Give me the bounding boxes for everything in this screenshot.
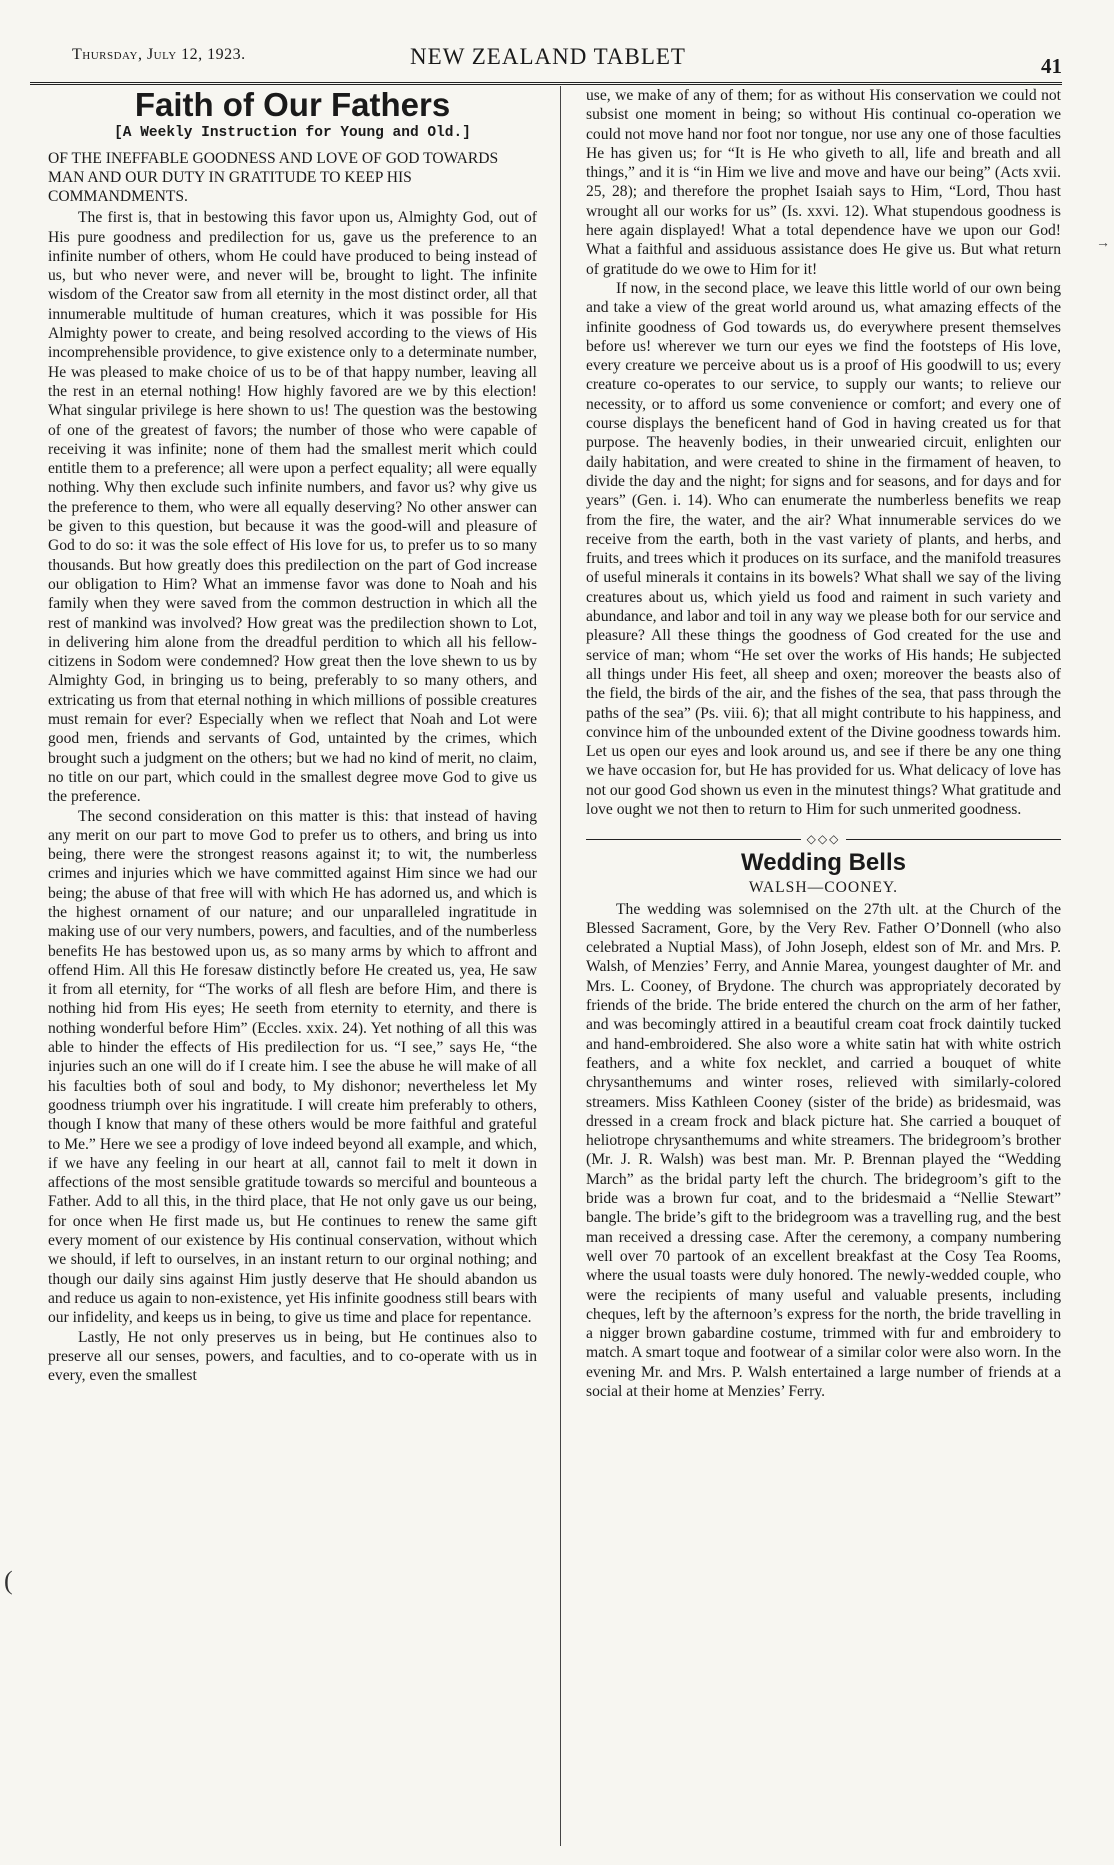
right-margin-tick: → (1096, 236, 1110, 251)
page-number: 41 (1041, 54, 1062, 78)
article-paragraph-5: If now, in the second place, we leave this little world of our own being and take a view of the great world around us, what amazing effects of the infinite goodness of God towards us, do everywhere present themselves before us! wherever we turn our eyes we find the footsteps of His love, every creature we perceive about us is a proof of His goodwill to us; every creature co-operates to our service, to supply our wants; to relieve our necessity, or to afford us some convenience or comfort; and every one of course displays the beneficent hand of God in having created us for that purpose. The heavenly bodies, in their unwearied circuit, enlighten our daily habitation, and were created to shine in the firmament of heaven, to divide the day and the night; for signs and for seasons, and for days and for years” (Gen. i. 14). Who can enumerate the numberless benefits we reap from the fire, the water, and the air? What innumerable services do we receive from the earth, both in the vast variety of plants, and herbs, and fruits, and trees which it produces on its surface, and the manifold treasures of useful minerals it contains in its bowels? What shall we say of the living creatures about us, which yield us food and raiment in such variety and abundance, and labor and toil in any way we please both for our service and pleasure? All these things the goodness of God created for the use and service of man; whom “He set over the works of His hands; He subjected all things under His feet, all sheep and oxen; moreover the beasts also of the field, the birds of the air, and the fishes of the sea, that pass through the paths of the sea” (Ps. viii. 6); that all might contribute to his happiness, and convince him of the unbounded extent of the Divine goodness towards him. Let us open our eyes and look around us, and see if there be any one thing we have occasion for, but He has provided for us. What delicacy of love has not our good God shown us even in the minutest things? What gratitude and love ought we not then to return to Him for such unmerited goodness. (586, 279, 1061, 818)
article-title: Faith of Our Fathers (134, 86, 451, 123)
left-margin-bracket: ( (4, 1566, 13, 1595)
masthead-date: Thursday, July 12, 1923. (72, 46, 246, 63)
wedding-title: Wedding Bells (741, 849, 906, 877)
masthead-title: NEW ZEALAND TABLET (410, 44, 686, 69)
article-paragraph-3: Lastly, He not only preserves us in being, but He continues also to preserve all our senses, powers, and faculties, and to co-operate with us in every, even the smallest (48, 1328, 537, 1385)
left-column (48, 86, 537, 1385)
wedding-names: WALSH—COONEY. (748, 879, 899, 897)
masthead-rule (30, 82, 1062, 85)
wedding-ornament: ◇◇◇ (801, 832, 847, 846)
masthead (34, 38, 1062, 78)
right-column (586, 86, 1061, 1401)
article-paragraph-4: use, we make of any of them; for as without His conservation we could not subsist one moment in being; so without His continual co-operation we could not move hand nor foot nor tongue, nor use any one of those faculties He has given us; for “It is He who giveth to all, life and breath and all things,” and it is “in Him we live and move and have our being” (Acts xvii. 25, 28); and therefore the prophet Isaiah says to Him, “Lord, Thou hast wrought all our works for us” (Is. xxvi. 12). What stupendous goodness is here again displayed! What a total dependence have we upon our God! What a faithful and assiduous assistance does He give us. But what return of gratitude do we owe to Him for it! (586, 87, 1061, 278)
column-divider (560, 86, 561, 1846)
wedding-ornament-rule (586, 832, 1061, 847)
article-paragraph-2: The second consideration on this matter is this: that instead of having any merit on our part to move God to prefer us to others, and bring us into being, there were the strongest reasons against it; to wit, the numberless crimes and injuries which we have committed against Him since we had our being; the abuse of that free will with which He has adorned us, and which is the highest ornament of our nature; and our unparalleled ingratitude in making use of our very numbers, powers, and faculties, and of the numberless benefits He has bestowed upon us, as so many arms by which to affront and offend Him. All this He foresaw distinctly before He created us, yea, He saw it from all eternity, for “The works of all flesh are before Him, and there is nothing hid from His eyes; He seeth from eternity to eternity, and there is nothing wonderful before Him” (Eccles. xxix. 24). Yet nothing of all this was able to hinder the effects of His predilection for us. “I see,” says He, “the injuries such an one will do if I create him. I see the abuse he will make of all his faculties both of soul and body, to My dishonor; nevertheless let My goodness triumph over his ingratitude. I will create him preferably to others, though I know that many of these others would be more faithful and grateful to Me.” Here we see a prodigy of love indeed beyond all example, and which, if we have any feeling in our heart at all, cannot fail to melt it down in affections of the most sensible gratitude towards so merciful and bounteous a Father. Add to all this, in the third place, that He not only gave us our being, for once when He first made us, but He continues to renew the same gift every moment of our existence by His continual conservation, without which we should, if left to ourselves, in an instant return to our orginal nothing; and though our daily sins against Him justly deserve that He should abandon us and reduce us again to non-existence, yet His infinite goodness still bears with our infidelity, and keeps us in being, to give us time and place for repentance. (48, 807, 537, 1327)
wedding-paragraph: The wedding was solemnised on the 27th ult. at the Church of the Blessed Sacrament, Gore, by the Very Rev. Father O’Donnell (who also celebrated a Nuptial Mass), of John Joseph, eldest son of Mr. and Mrs. P. Walsh, of Menzies’ Ferry, and Annie Marea, youngest daughter of Mr. and Mrs. L. Cooney, of Brydone. The church was appropriately decorated by friends of the bride. The bride entered the church on the arm of her father, and was becomingly attired in a beautiful cream coat frock daintily tucked and hand-embroidered. She also wore a white satin hat with white ostrich feathers, and a white fox necklet, and carried a bouquet of white chrysanthemums and winter roses, relieved with similarly-colored streamers. Miss Kathleen Cooney (sister of the bride) as bridesmaid, was dressed in a cream frock and black picture hat. She carried a bouquet of heliotrope chrysanthemums and white streamers. The bridegroom’s brother (Mr. J. R. Walsh) was best man. Mr. P. Brennan played the “Wedding March” as the bridal party left the church. The bridegroom’s gift to the bride was a brown fur coat, and to the bridesmaid a “Nellie Stewart” bangle. The bride’s gift to the bridegroom was a travelling rug, and the best man received a dressing case. After the ceremony, a company numbering well over 70 partook of an excellent breakfast at the Cosy Tea Rooms, where the usual toasts were duly honored. The newly-wedded couple, who were the recipients of many useful and valuable presents, including cheques, left by the afternoon’s express for the north, the bride travelling in a nigger brown gabardine costume, trimmed with fur and embroidery to match. A smart toque and footwear of a similar color were also worn. In the evening Mr. and Mrs. P. Walsh entertained a large number of friends at a social at their home at Menzies’ Ferry. (586, 900, 1061, 1400)
article-paragraph-1: The first is, that in bestowing this favor upon us, Almighty God, out of His pure goodness and predilection for us, gave us the preference to an infinite number of others, whom He could have produced to being instead of us, but who never were, and never will be, brought to light. The infinite wisdom of the Creator saw from all eternity in the most distinct order, all that innumerable multitude of human creatures, which it was possible for His Almighty power to create, and being resolved according to the views of His incomprehensible providence, to give existence only to a determinate number, He was pleased to make choice of us to be of that happy number, leaving all the rest in an eternal nothing! How highly favored are we by this election! What singular privilege is here shown to us! The question was the bestowing of one of the greatest of favors; the number of those who were capable of receiving it was infinite; none of them had the smallest merit which could entitle them to a preference; all were upon a perfect equality; all were equally nothing. Why then exclude such infinite numbers, and favor us? why give us the preference to them, who were all equally deserving? No other answer can be given to this question, but because it was the good-will and pleasure of God to do so: it was the sole effect of His love for us, to prefer us to so many thousands. But how greatly does this predilection on the part of God increase our obligation to Him? What an immense favor was done to Noah and his family when they were saved from the common destruction in which all the rest of mankind was involved? How great was the predilection shown to Lot, in delivering him alone from the dreadful perdition to which all his fellow-citizens in Sodom were condemned? How great then the love shewn to us by Almighty God, in bringing us to being, preferably to so many others, and extricating us from that eternal nothing in which millions of possible creatures must remain for ever? Especially when we reflect that Noah and Lot were good men, friends and servants of God, untainted by the crimes, which brought such a judgment on the others; but we had no kind of merit, no claim, no title on our part, which could in the smallest degree move God to give us the preference. (48, 209, 537, 806)
article-subtitle: [A Weekly Instruction for Young and Old.] (114, 125, 471, 141)
article-headline: OF THE INEFFABLE GOODNESS AND LOVE OF GOD TOWARDS MAN AND OUR DUTY IN GRATITUDE TO KEEP HIS COMMANDMENTS. (48, 150, 499, 206)
